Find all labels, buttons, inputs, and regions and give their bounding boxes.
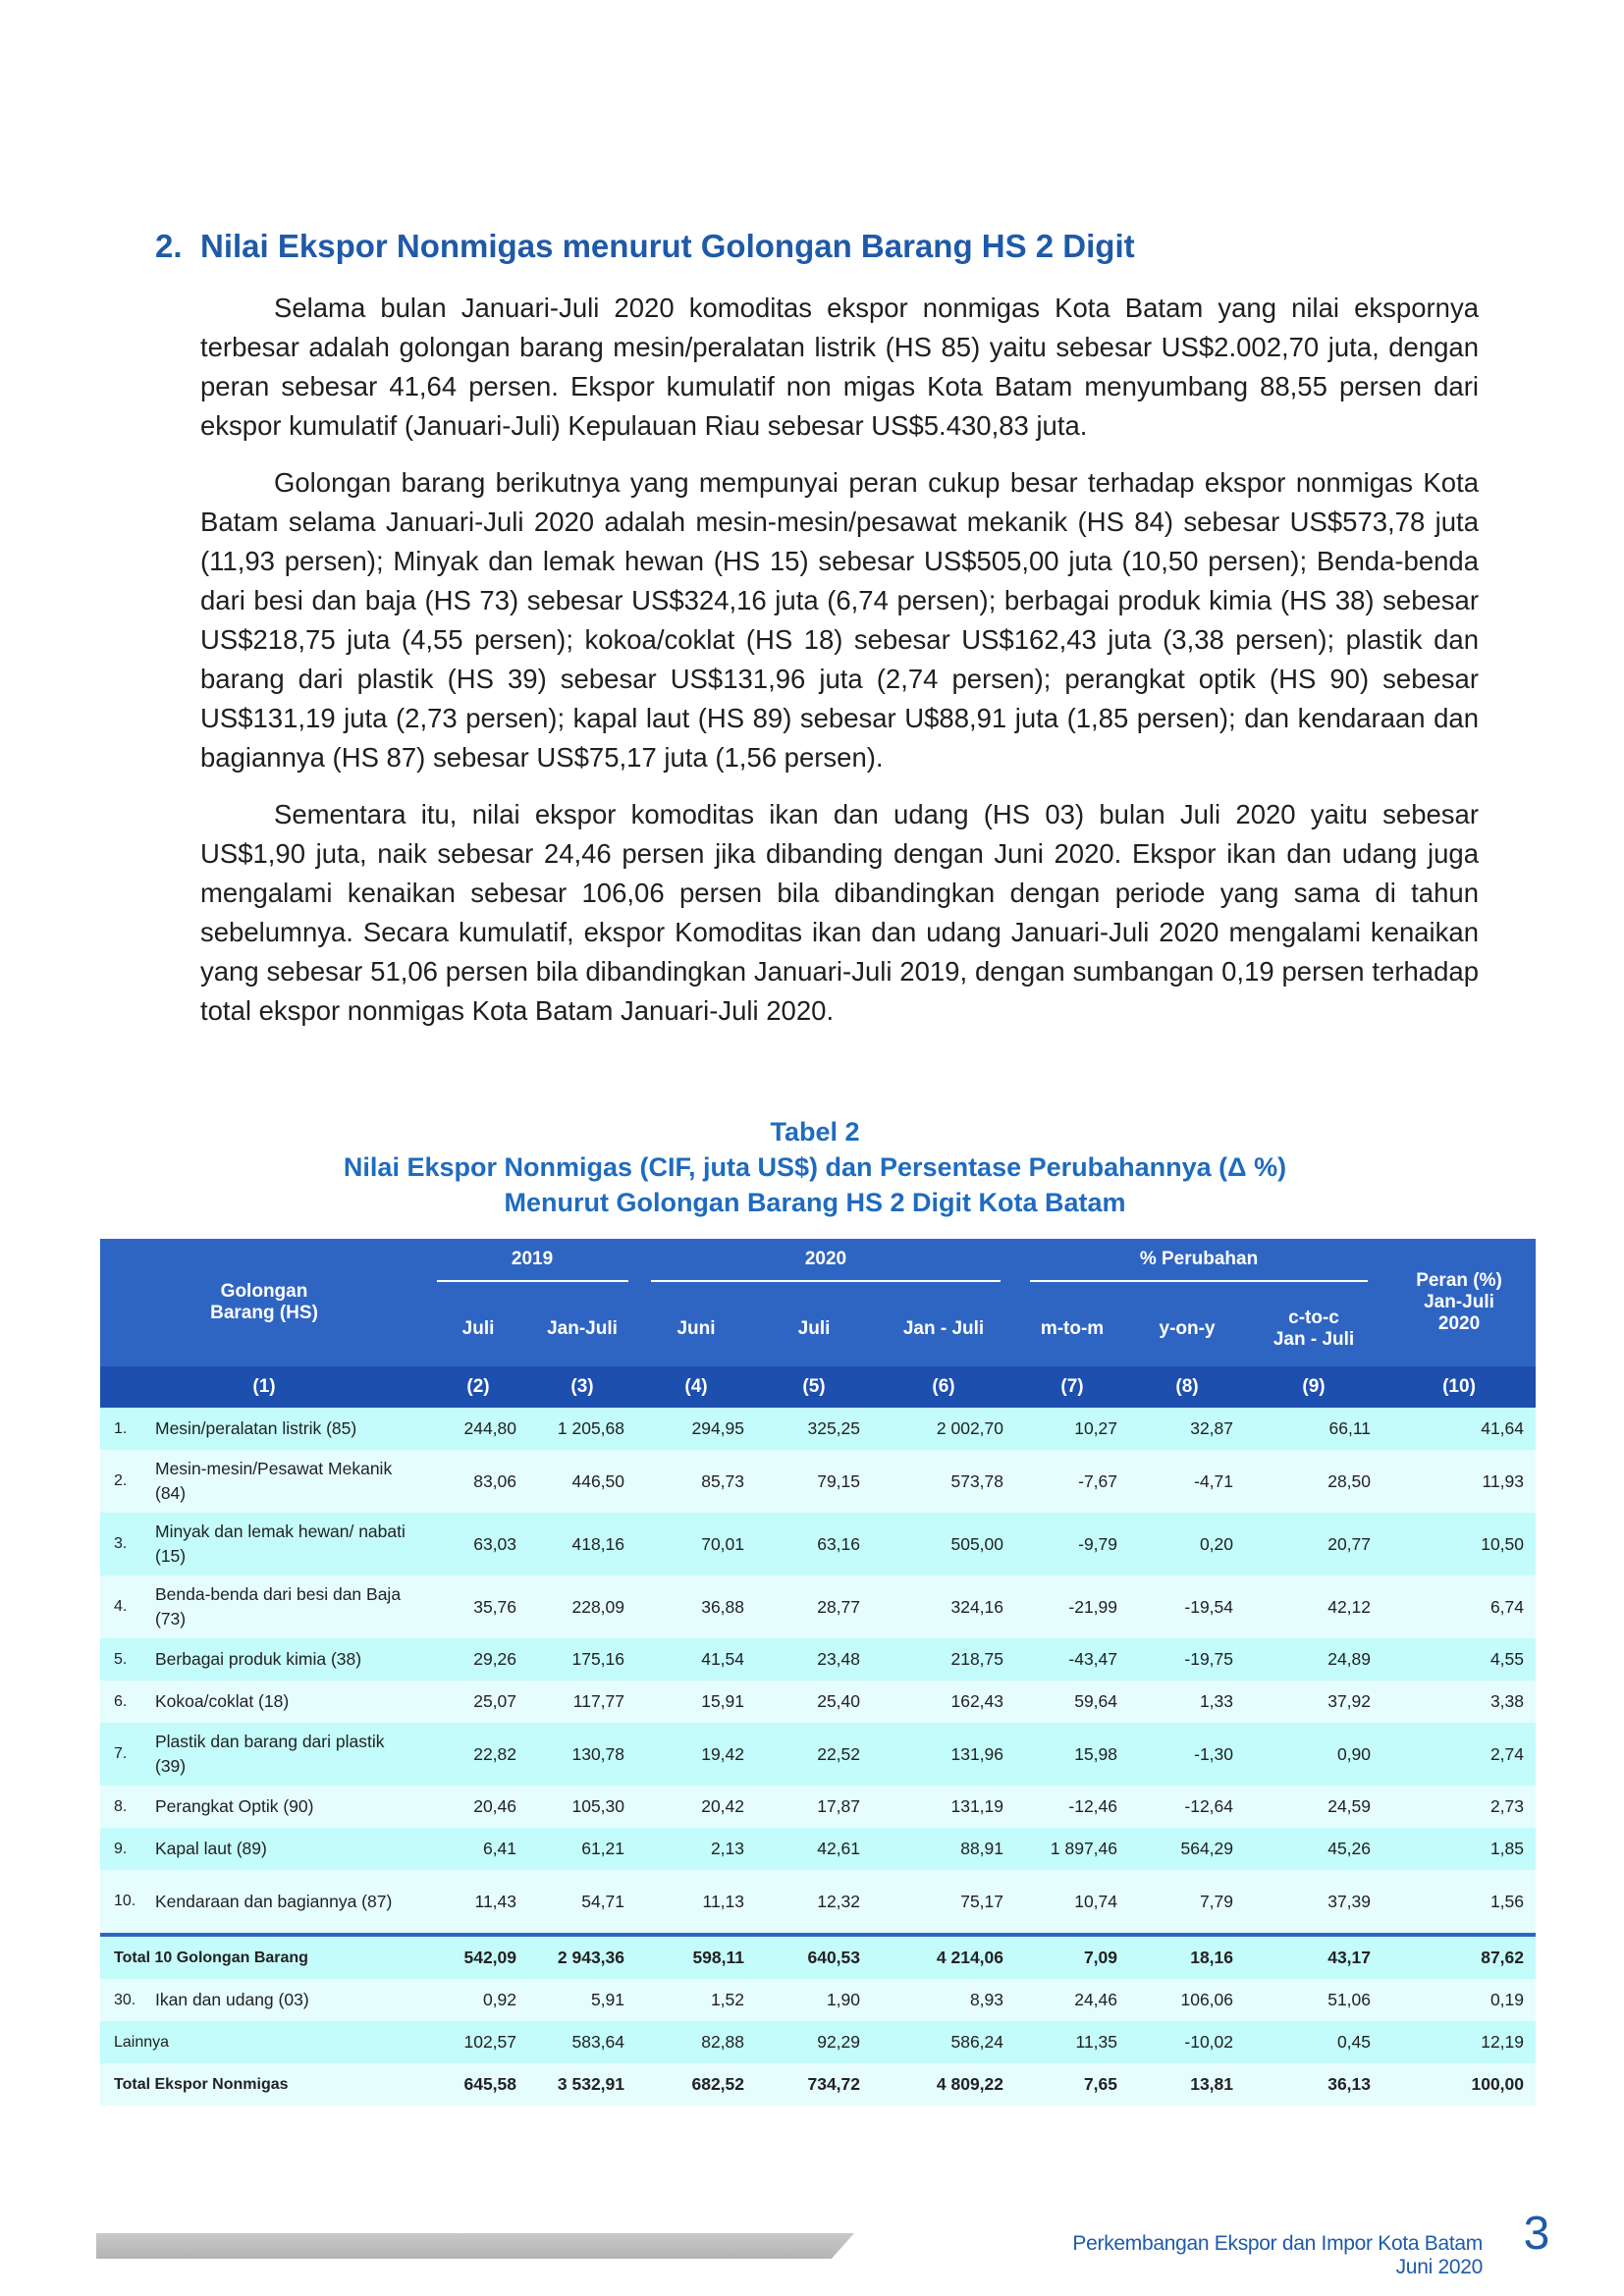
value-cell: 37,92 xyxy=(1245,1681,1382,1723)
header-janjuli-2020: Jan - Juli xyxy=(872,1292,1015,1366)
value-cell: 325,25 xyxy=(756,1408,872,1450)
value-cell: 41,64 xyxy=(1382,1408,1536,1450)
table-row xyxy=(100,1450,1536,1513)
col-number: (2) xyxy=(428,1366,528,1408)
row-label: Mesin-mesin/Pesawat Mekanik (84) xyxy=(151,1450,428,1513)
value-cell: 37,39 xyxy=(1245,1870,1382,1935)
value-cell: 43,17 xyxy=(1245,1935,1382,1979)
header-janjuli-2019: Jan-Juli xyxy=(528,1292,636,1366)
value-cell: 22,52 xyxy=(756,1723,872,1786)
value-cell: 5,91 xyxy=(528,1979,636,2021)
header-ctoc-line1: c-to-c xyxy=(1288,1308,1339,1328)
value-cell: 11,13 xyxy=(636,1870,756,1935)
table-row xyxy=(100,1575,1536,1638)
value-cell: 11,93 xyxy=(1382,1450,1536,1513)
total-10-row xyxy=(100,1935,1536,1979)
row-number: 10. xyxy=(100,1870,151,1935)
value-cell: -9,79 xyxy=(1015,1513,1129,1575)
header-2019 xyxy=(428,1239,636,1292)
value-cell: 2 002,70 xyxy=(872,1408,1015,1450)
value-cell: -7,67 xyxy=(1015,1450,1129,1513)
value-cell: 162,43 xyxy=(872,1681,1015,1723)
value-cell: 117,77 xyxy=(528,1681,636,1723)
value-cell: 106,06 xyxy=(1129,1979,1245,2021)
export-table xyxy=(100,1239,1536,2106)
table-row xyxy=(100,1408,1536,1450)
value-cell: 23,48 xyxy=(756,1638,872,1681)
col-number: (7) xyxy=(1015,1366,1129,1408)
value-cell: 2,74 xyxy=(1382,1723,1536,1786)
lainnya-row xyxy=(100,2021,1536,2063)
value-cell: -19,75 xyxy=(1129,1638,1245,1681)
header-juli-2020: Juli xyxy=(756,1292,872,1366)
value-cell: 734,72 xyxy=(756,2063,872,2106)
value-cell: -4,71 xyxy=(1129,1450,1245,1513)
col-number: (10) xyxy=(1382,1366,1536,1408)
value-cell: 294,95 xyxy=(636,1408,756,1450)
value-cell: 32,87 xyxy=(1129,1408,1245,1450)
row-label: Kapal laut (89) xyxy=(151,1828,428,1870)
table-row xyxy=(100,1723,1536,1786)
value-cell: 61,21 xyxy=(528,1828,636,1870)
value-cell: 20,42 xyxy=(636,1786,756,1828)
row-number: 4. xyxy=(100,1575,151,1638)
value-cell: 105,30 xyxy=(528,1786,636,1828)
value-cell: 244,80 xyxy=(428,1408,528,1450)
value-cell: 10,74 xyxy=(1015,1870,1129,1935)
value-cell: 11,43 xyxy=(428,1870,528,1935)
section-title: Nilai Ekspor Nonmigas menurut Golongan Barang HS 2 Digit xyxy=(200,228,1135,264)
value-cell: 1,56 xyxy=(1382,1870,1536,1935)
row-label: Perangkat Optik (90) xyxy=(151,1786,428,1828)
col-number: (4) xyxy=(636,1366,756,1408)
table-row xyxy=(100,1828,1536,1870)
value-cell: 70,01 xyxy=(636,1513,756,1575)
value-cell: 4,55 xyxy=(1382,1638,1536,1681)
value-cell: 36,13 xyxy=(1245,2063,1382,2106)
table-row xyxy=(100,1786,1536,1828)
row-label: Berbagai produk kimia (38) xyxy=(151,1638,428,1681)
column-number-row xyxy=(100,1366,1536,1408)
value-cell: -12,46 xyxy=(1015,1786,1129,1828)
value-cell: 6,41 xyxy=(428,1828,528,1870)
total-row xyxy=(100,2063,1536,2106)
value-cell: 131,96 xyxy=(872,1723,1015,1786)
value-cell: 63,16 xyxy=(756,1513,872,1575)
header-golongan-line2: Barang (HS) xyxy=(210,1303,318,1323)
value-cell: 42,61 xyxy=(756,1828,872,1870)
value-cell: 22,82 xyxy=(428,1723,528,1786)
header-golongan-line1: Golongan xyxy=(220,1281,308,1302)
value-cell: 131,19 xyxy=(872,1786,1015,1828)
value-cell: 586,24 xyxy=(872,2021,1015,2063)
ikan-row xyxy=(100,1979,1536,2021)
value-cell: 0,45 xyxy=(1245,2021,1382,2063)
header-ctoc xyxy=(1245,1292,1382,1366)
row-number: 9. xyxy=(100,1828,151,1870)
value-cell: 75,17 xyxy=(872,1870,1015,1935)
header-peran-line3: 2020 xyxy=(1437,1313,1481,1334)
paragraph-2: Golongan barang berikutnya yang mempunyai peran cukup besar terhadap ekspor nonmigas Kota Batam selama Januari-Juli 2020 adalah mesin-mesin/pesawat mekanik (HS 84) sebesar US$573,78 juta (11,93 persen); Minyak dan lemak hewan (HS 15) sebesar US$505,00 juta (10,50 persen); Benda-benda dari besi dan baja (HS 73) sebesar US$324,16 juta (6,74 persen); berbagai produk kimia (HS 38) sebesar US$218,75 juta (4,55 persen); kokoa/coklat (HS 18) sebesar US$162,43 juta (3,38 persen); plastik dan barang dari plastik (HS 39) sebesar US$131,96 juta (2,74 persen); perangkat optik (HS 90) sebesar US$131,19 juta (2,73 persen); kapal laut (HS 89) sebesar U$88,91 juta (1,85 persen); dan kendaraan dan bagiannya (HS 87) sebesar US$75,17 juta (1,56 persen). xyxy=(200,467,1479,773)
value-cell: 24,89 xyxy=(1245,1638,1382,1681)
value-cell: 2,73 xyxy=(1382,1786,1536,1828)
export-table-container xyxy=(100,1239,1536,2106)
value-cell: 25,07 xyxy=(428,1681,528,1723)
value-cell: -43,47 xyxy=(1015,1638,1129,1681)
value-cell: 87,62 xyxy=(1382,1935,1536,1979)
value-cell: 85,73 xyxy=(636,1450,756,1513)
header-peran xyxy=(1382,1239,1536,1366)
table-caption xyxy=(98,1114,1532,1220)
col-number: (9) xyxy=(1245,1366,1382,1408)
value-cell: 10,27 xyxy=(1015,1408,1129,1450)
value-cell: 4 809,22 xyxy=(872,2063,1015,2106)
value-cell: 29,26 xyxy=(428,1638,528,1681)
value-cell: 1,52 xyxy=(636,1979,756,2021)
table-row xyxy=(100,1513,1536,1575)
value-cell: 4 214,06 xyxy=(872,1935,1015,1979)
row-number: 7. xyxy=(100,1723,151,1786)
value-cell: 20,77 xyxy=(1245,1513,1382,1575)
value-cell: 324,16 xyxy=(872,1575,1015,1638)
value-cell: 100,00 xyxy=(1382,2063,1536,2106)
header-ctoc-line2: Jan - Juli xyxy=(1272,1329,1355,1350)
value-cell: 1 897,46 xyxy=(1015,1828,1129,1870)
value-cell: -12,64 xyxy=(1129,1786,1245,1828)
value-cell: 12,32 xyxy=(756,1870,872,1935)
value-cell: 542,09 xyxy=(428,1935,528,1979)
header-peran-line1: Peran (%) xyxy=(1416,1270,1502,1291)
value-cell: 15,91 xyxy=(636,1681,756,1723)
row-label: Kendaraan dan bagiannya (87) xyxy=(151,1870,428,1935)
value-cell: -1,30 xyxy=(1129,1723,1245,1786)
value-cell: 446,50 xyxy=(528,1450,636,1513)
value-cell: 418,16 xyxy=(528,1513,636,1575)
row-number: 5. xyxy=(100,1638,151,1681)
value-cell: 1,85 xyxy=(1382,1828,1536,1870)
value-cell: 583,64 xyxy=(528,2021,636,2063)
table-row xyxy=(100,1681,1536,1723)
value-cell: 2 943,36 xyxy=(528,1935,636,1979)
table-body xyxy=(100,1408,1536,2106)
value-cell: 0,19 xyxy=(1382,1979,1536,2021)
col-number: (6) xyxy=(872,1366,1015,1408)
row-number: 1. xyxy=(100,1408,151,1450)
col-number: (3) xyxy=(528,1366,636,1408)
value-cell: 24,59 xyxy=(1245,1786,1382,1828)
row-label: Kokoa/coklat (18) xyxy=(151,1681,428,1723)
value-cell: 0,20 xyxy=(1129,1513,1245,1575)
header-2020 xyxy=(636,1239,1015,1292)
row-label: Lainnya xyxy=(100,2021,428,2063)
value-cell: 1,33 xyxy=(1129,1681,1245,1723)
value-cell: -10,02 xyxy=(1129,2021,1245,2063)
row-label: Plastik dan barang dari plastik (39) xyxy=(151,1723,428,1786)
header-peran-line2: Jan-Juli xyxy=(1424,1292,1494,1312)
col-number: (5) xyxy=(756,1366,872,1408)
value-cell: 92,29 xyxy=(756,2021,872,2063)
col-number: (1) xyxy=(100,1366,428,1408)
table-row xyxy=(100,1638,1536,1681)
section-heading xyxy=(155,228,1471,265)
value-cell: 7,09 xyxy=(1015,1935,1129,1979)
value-cell: 17,87 xyxy=(756,1786,872,1828)
value-cell: 130,78 xyxy=(528,1723,636,1786)
value-cell: 505,00 xyxy=(872,1513,1015,1575)
value-cell: 24,46 xyxy=(1015,1979,1129,2021)
value-cell: 8,93 xyxy=(872,1979,1015,2021)
value-cell: 3,38 xyxy=(1382,1681,1536,1723)
row-number: 2. xyxy=(100,1450,151,1513)
value-cell: 2,13 xyxy=(636,1828,756,1870)
value-cell: 19,42 xyxy=(636,1723,756,1786)
value-cell: 1,90 xyxy=(756,1979,872,2021)
value-cell: 28,77 xyxy=(756,1575,872,1638)
value-cell: 88,91 xyxy=(872,1828,1015,1870)
row-label: Benda-benda dari besi dan Baja (73) xyxy=(151,1575,428,1638)
row-number: 30. xyxy=(100,1979,151,2021)
value-cell: 218,75 xyxy=(872,1638,1015,1681)
footer-text: Perkembangan Ekspor dan Impor Kota Batam Juni 2020 xyxy=(1072,2232,1483,2278)
value-cell: 35,76 xyxy=(428,1575,528,1638)
row-number: 3. xyxy=(100,1513,151,1575)
body-text xyxy=(200,289,1479,1048)
value-cell: 640,53 xyxy=(756,1935,872,1979)
value-cell: 102,57 xyxy=(428,2021,528,2063)
value-cell: 45,26 xyxy=(1245,1828,1382,1870)
value-cell: 228,09 xyxy=(528,1575,636,1638)
table-subtitle: Menurut Golongan Barang HS 2 Digit Kota Batam xyxy=(504,1188,1126,1217)
value-cell: 573,78 xyxy=(872,1450,1015,1513)
header-2019-label: 2019 xyxy=(437,1249,628,1282)
value-cell: 20,46 xyxy=(428,1786,528,1828)
value-cell: 36,88 xyxy=(636,1575,756,1638)
footer-bar xyxy=(96,2233,854,2259)
value-cell: 3 532,91 xyxy=(528,2063,636,2106)
value-cell: 59,64 xyxy=(1015,1681,1129,1723)
row-label: Total Ekspor Nonmigas xyxy=(100,2063,428,2106)
value-cell: 7,65 xyxy=(1015,2063,1129,2106)
value-cell: 682,52 xyxy=(636,2063,756,2106)
row-label: Ikan dan udang (03) xyxy=(151,1979,428,2021)
value-cell: 10,50 xyxy=(1382,1513,1536,1575)
row-number: 6. xyxy=(100,1681,151,1723)
page-number: 3 xyxy=(1523,2208,1550,2260)
header-golongan xyxy=(100,1239,428,1366)
value-cell: 82,88 xyxy=(636,2021,756,2063)
value-cell: 63,03 xyxy=(428,1513,528,1575)
value-cell: 1 205,68 xyxy=(528,1408,636,1450)
paragraph-3: Sementara itu, nilai ekspor komoditas ikan dan udang (HS 03) bulan Juli 2020 yaitu sebesar US$1,90 juta, naik sebesar 24,46 persen jika dibanding dengan Juni 2020. Ekspor ikan dan udang juga mengalami kenaikan sebesar 106,06 persen bila dibandingkan dengan periode yang sama di tahun sebelumnya. Secara kumulatif, ekspor Komoditas ikan dan udang Januari-Juli 2020 mengalami kenaikan yang sebesar 51,06 persen bila dibandingkan Januari-Juli 2019, dengan sumbangan 0,19 persen terhadap total ekspor nonmigas Kota Batam Januari-Juli 2020. xyxy=(200,799,1479,1026)
row-number: 8. xyxy=(100,1786,151,1828)
table-row xyxy=(100,1870,1536,1935)
value-cell: 564,29 xyxy=(1129,1828,1245,1870)
value-cell: 645,58 xyxy=(428,2063,528,2106)
value-cell: 42,12 xyxy=(1245,1575,1382,1638)
header-perubahan xyxy=(1015,1239,1382,1292)
value-cell: 598,11 xyxy=(636,1935,756,1979)
value-cell: 83,06 xyxy=(428,1450,528,1513)
value-cell: 6,74 xyxy=(1382,1575,1536,1638)
value-cell: 175,16 xyxy=(528,1638,636,1681)
table-title: Nilai Ekspor Nonmigas (CIF, juta US$) dan Persentase Perubahannya (Δ %) xyxy=(343,1152,1287,1182)
value-cell: 0,92 xyxy=(428,1979,528,2021)
header-2020-label: 2020 xyxy=(651,1249,1000,1282)
value-cell: 28,50 xyxy=(1245,1450,1382,1513)
row-label: Total 10 Golongan Barang xyxy=(100,1935,428,1979)
col-number: (8) xyxy=(1129,1366,1245,1408)
value-cell: -19,54 xyxy=(1129,1575,1245,1638)
value-cell: 41,54 xyxy=(636,1638,756,1681)
value-cell: 15,98 xyxy=(1015,1723,1129,1786)
value-cell: 0,90 xyxy=(1245,1723,1382,1786)
value-cell: 7,79 xyxy=(1129,1870,1245,1935)
value-cell: 66,11 xyxy=(1245,1408,1382,1450)
value-cell: 51,06 xyxy=(1245,1979,1382,2021)
value-cell: 12,19 xyxy=(1382,2021,1536,2063)
header-mtom: m-to-m xyxy=(1015,1292,1129,1366)
value-cell: -21,99 xyxy=(1015,1575,1129,1638)
value-cell: 79,15 xyxy=(756,1450,872,1513)
header-juni-2020: Juni xyxy=(636,1292,756,1366)
value-cell: 18,16 xyxy=(1129,1935,1245,1979)
value-cell: 54,71 xyxy=(528,1870,636,1935)
value-cell: 11,35 xyxy=(1015,2021,1129,2063)
row-label: Minyak dan lemak hewan/ nabati (15) xyxy=(151,1513,428,1575)
header-juli-2019: Juli xyxy=(428,1292,528,1366)
header-perubahan-label: % Perubahan xyxy=(1030,1249,1368,1282)
value-cell: 25,40 xyxy=(756,1681,872,1723)
row-label: Mesin/peralatan listrik (85) xyxy=(151,1408,428,1450)
header-yony: y-on-y xyxy=(1129,1292,1245,1366)
paragraph-1: Selama bulan Januari-Juli 2020 komoditas ekspor nonmigas Kota Batam yang nilai ekspornya terbesar adalah golongan barang mesin/peralatan listrik (HS 85) yaitu sebesar US$2.002,70 juta, dengan peran sebesar 41,64 persen. Ekspor kumulatif non migas Kota Batam menyumbang 88,55 persen dari ekspor kumulatif (Januari-Juli) Kepulauan Riau sebesar US$5.430,83 juta. xyxy=(200,293,1479,441)
value-cell: 13,81 xyxy=(1129,2063,1245,2106)
table-number: Tabel 2 xyxy=(770,1117,860,1147)
section-number: 2. xyxy=(155,228,183,264)
